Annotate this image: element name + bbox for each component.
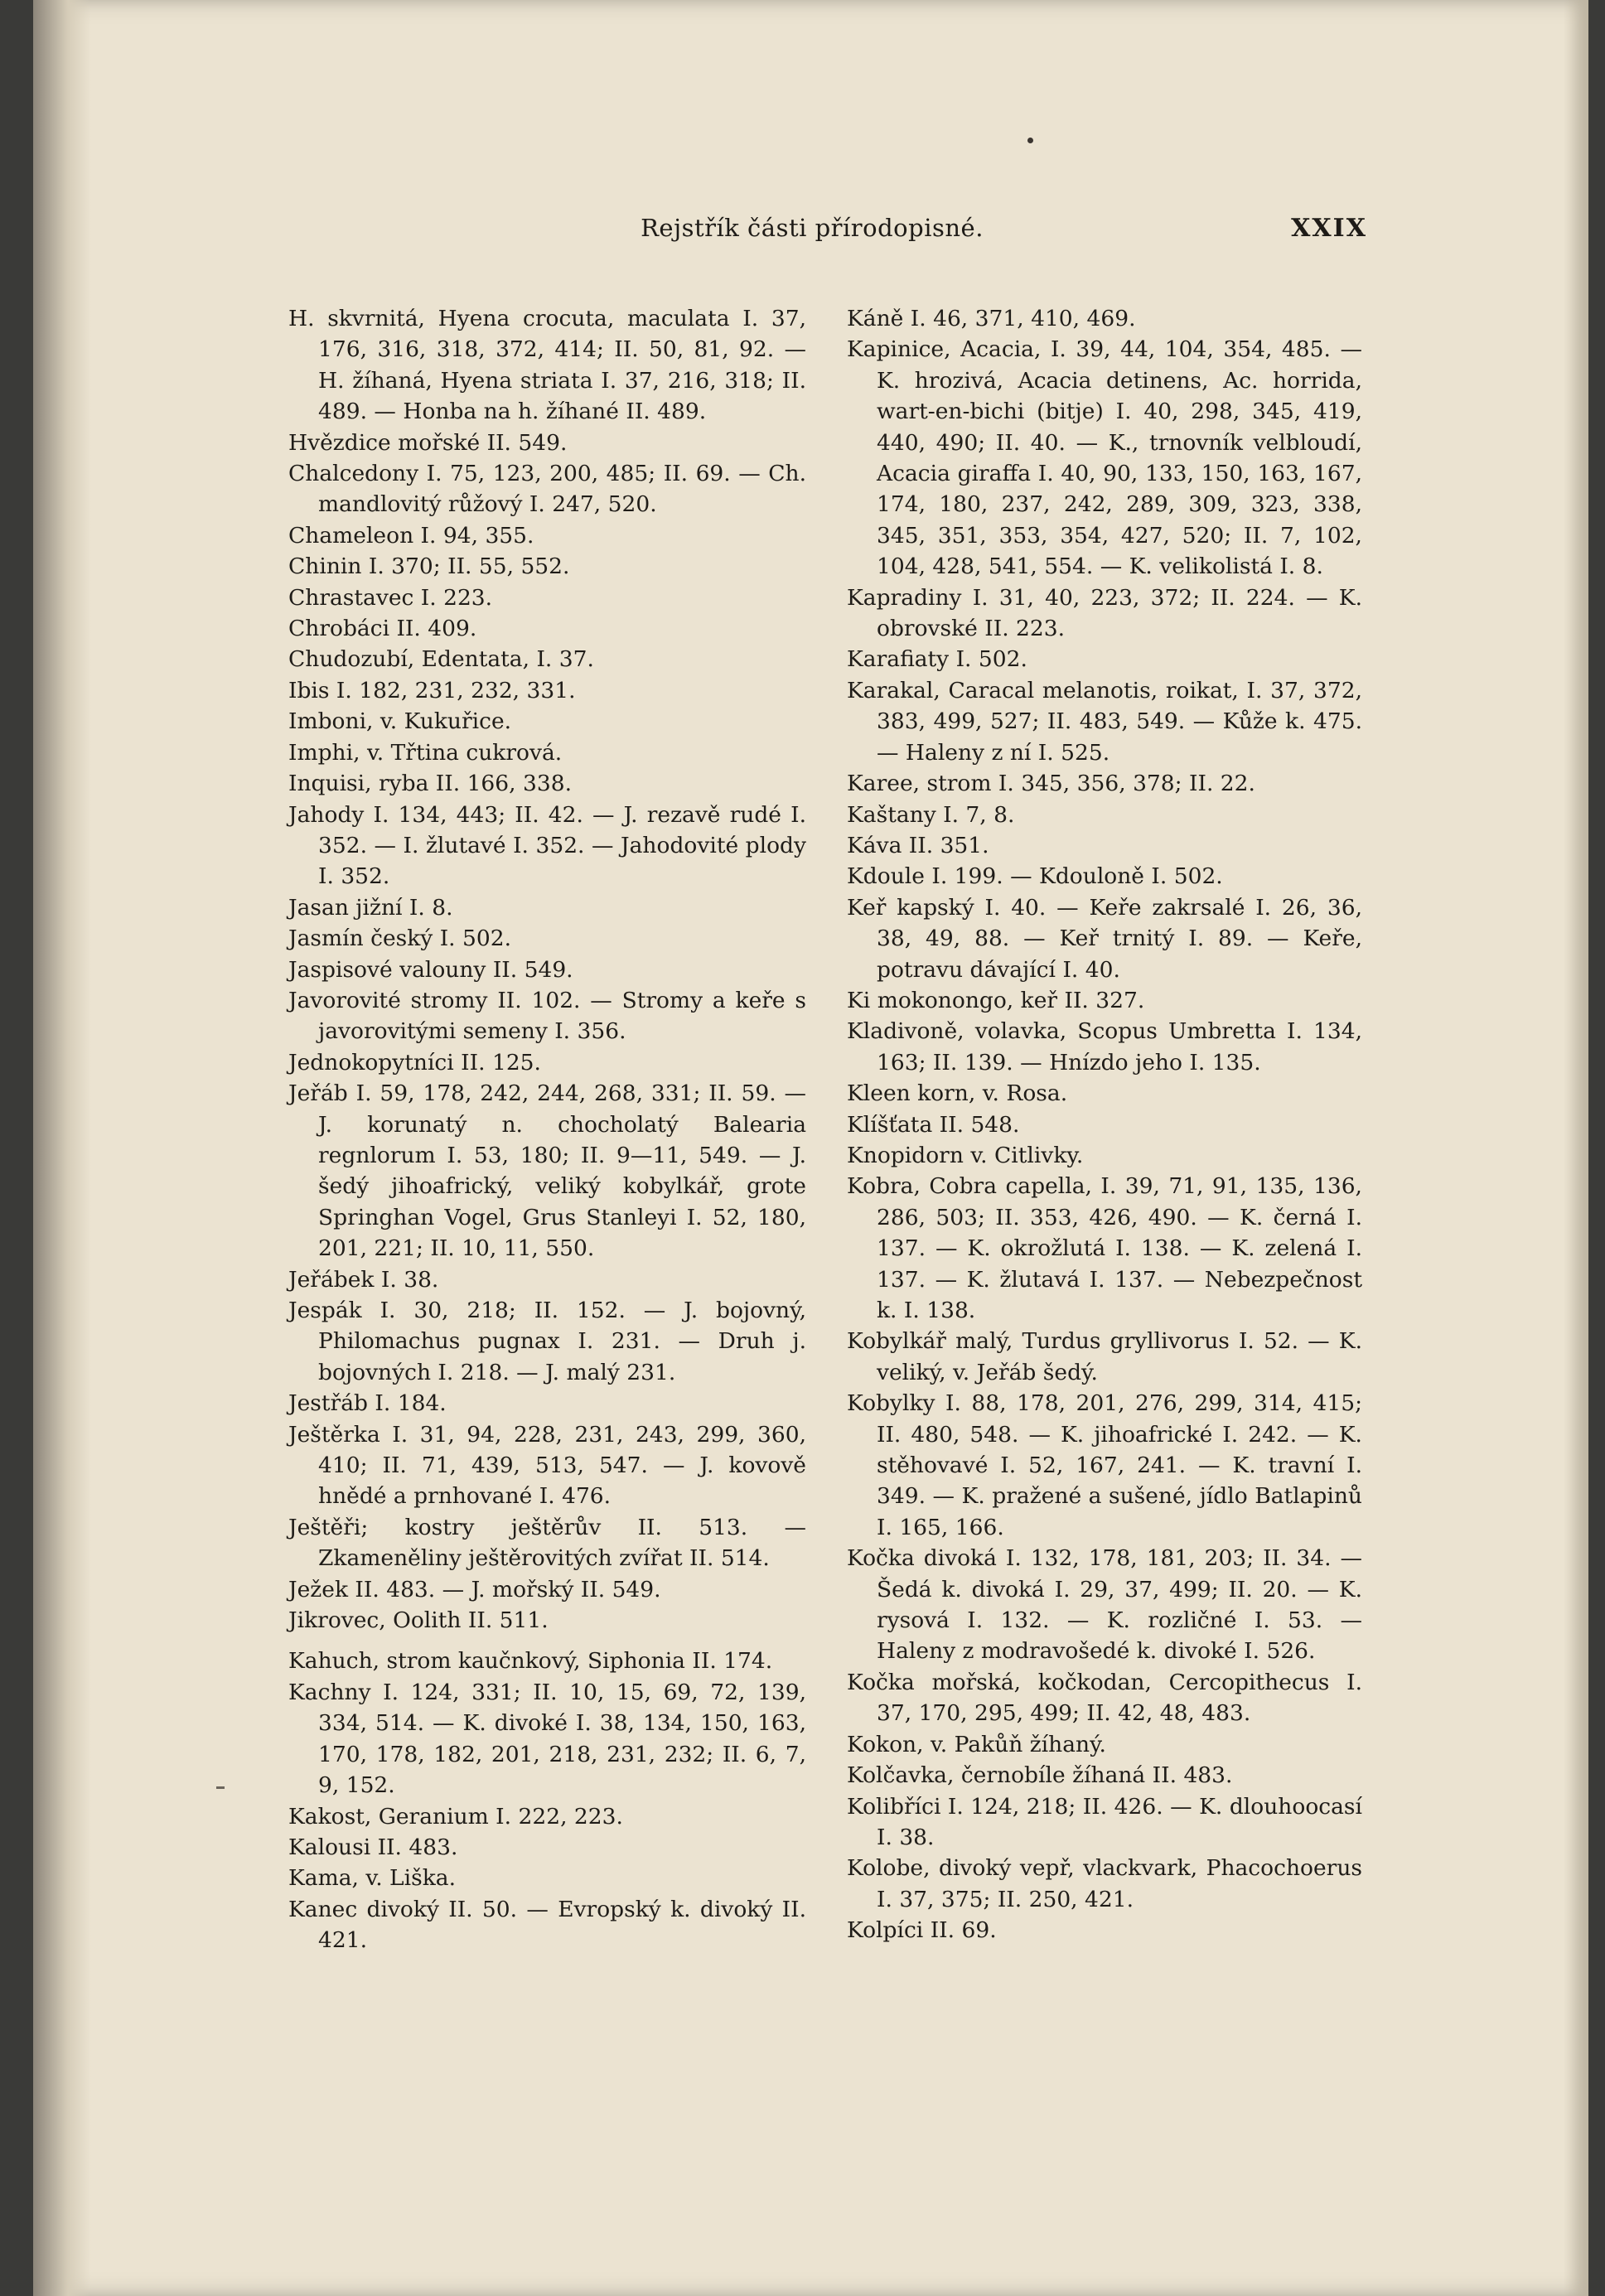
index-entry: Javorovité stromy II. 102. — Stromy a keře s javorovitými semeny I. 356. (288, 987, 806, 1045)
index-entry: Kolobe, divoký vepř, vlackvark, Phacochoerus I. 37, 375; II. 250, 421. (847, 1855, 1362, 1912)
index-column-right (847, 303, 1362, 1946)
index-entry: Chinin I. 370; II. 55, 552. (288, 553, 570, 580)
index-entry: Ještěři; kostry ještěrův II. 513. — Zkameněliny ještěrovitých zvířat II. 514. (288, 1514, 806, 1572)
ink-speck (1027, 138, 1033, 143)
index-entry: Hvězdice mořské II. 549. (288, 429, 568, 456)
index-entry: Ještěrka I. 31, 94, 228, 231, 243, 299, 360, 410; II. 71, 439, 513, 547. — J. kovově hnědé a prnhované I. 476. (288, 1421, 806, 1510)
index-entry: Knopidorn v. Citlivky. (847, 1142, 1084, 1168)
index-entry: Jeřábek I. 38. (288, 1266, 439, 1293)
index-entry: Jestřáb I. 184. (288, 1390, 447, 1417)
index-entry: Ibis I. 182, 231, 232, 331. (288, 677, 576, 703)
index-entry: Klíšťata II. 548. (847, 1111, 1020, 1138)
running-header (257, 214, 1367, 247)
index-entry: Jednokopytníci II. 125. (288, 1049, 541, 1075)
index-entry: Karakal, Caracal melanotis, roikat, I. 37, 372, 383, 499, 527; II. 483, 549. — Kůže k. 475. — Haleny z ní I. 525. (847, 677, 1362, 766)
index-entry: Kaštany I. 7, 8. (847, 801, 1015, 828)
index-entry: Chrastavec I. 223. (288, 584, 493, 611)
index-entry: Kama, v. Liška. (288, 1865, 456, 1892)
page-number: XXIX (1291, 214, 1367, 243)
index-entry: Jasmín český I. 502. (288, 926, 512, 952)
index-entry: Keř kapský I. 40. — Keře zakrsalé I. 26, 36, 38, 49, 88. — Keř trnitý I. 89. — Keře, potravu dávající I. 40. (847, 894, 1362, 983)
index-entry: Kakost, Geranium I. 222, 223. (288, 1803, 623, 1830)
index-entry: H. skvrnitá, Hyena crocuta, maculata I. 37, 176, 316, 318, 372, 414; II. 50, 81, 92. — H. žíhaná, Hyena striata I. 37, 216, 318; II. 489. — Honba na h. žíhané II. 489. (288, 306, 806, 425)
index-entry: Kobylkář malý, Turdus gryllivorus I. 52. — K. veliký, v. Jeřáb šedý. (847, 1328, 1362, 1385)
index-entry: Kdoule I. 199. — Kdouloně I. 502. (847, 863, 1223, 890)
index-entry: Jespák I. 30, 218; II. 152. — J. bojovný, Philomachus pugnax I. 231. — Druh j. bojovných I. 218. — J. malý 231. (288, 1298, 806, 1385)
index-entry: Kolibříci I. 124, 218; II. 426. — K. dlouhoocasí I. 38. (847, 1793, 1362, 1850)
index-entry: Kleen korn, v. Rosa. (847, 1080, 1068, 1107)
index-entry: Imboni, v. Kukuřice. (288, 708, 512, 735)
index-entry: Ki mokonongo, keř II. 327. (847, 987, 1145, 1013)
index-entry: Kahuch, strom kaučnkový, Siphonia II. 174. (288, 1648, 773, 1675)
index-entry: Kachny I. 124, 331; II. 10, 15, 69, 72, 139, 334, 514. — K. divoké I. 38, 134, 150, 163, 170, 178, 182, 201, 218, 231, 232; II. 6, 7, 9, 152. (288, 1679, 806, 1799)
index-entry: Kobra, Cobra capella, I. 39, 71, 91, 135, 136, 286, 503; II. 353, 426, 490. — K. černá I. 137. — K. okrožlutá I. 138. — K. zelená I. 137. — K. žlutavá I. 137. — Nebezpečnost k. I. 138. (847, 1173, 1362, 1323)
index-entry: Chudozubí, Edentata, I. 37. (288, 646, 594, 673)
index-entry: Jasan jižní I. 8. (288, 894, 453, 921)
index-entry: Kolpíci II. 69. (847, 1917, 997, 1944)
index-entry: Kolčavka, černobíle žíhaná II. 483. (847, 1762, 1233, 1789)
index-entry: Jahody I. 134, 443; II. 42. — J. rezavě rudé I. 352. — I. žlutavé I. 352. — Jahodovité plody I. 352. (288, 801, 806, 890)
index-entry: Chameleon I. 94, 355. (288, 522, 534, 549)
index-entry: Karee, strom I. 345, 356, 378; II. 22. (847, 771, 1255, 797)
index-entry: Jaspisové valouny II. 549. (288, 956, 573, 983)
index-entry: Kočka mořská, kočkodan, Cercopithecus I. 37, 170, 295, 499; II. 42, 48, 483. (847, 1669, 1362, 1727)
index-entry: Inquisi, ryba II. 166, 338. (288, 771, 573, 797)
index-entry: Kočka divoká I. 132, 178, 181, 203; II. 34. — Šedá k. divoká I. 29, 37, 499; II. 20. — K. rysová I. 132. — K. rozličné I. 53. — Haleny z modravošedé k. divoké I. 526. (847, 1545, 1362, 1665)
index-entry: Chalcedony I. 75, 123, 200, 485; II. 69. — Ch. mandlovitý růžový I. 247, 520. (288, 461, 806, 518)
index-entry: Chrobáci II. 409. (288, 616, 477, 642)
index-column-left (288, 303, 806, 1956)
index-entry: Káva II. 351. (847, 832, 989, 858)
index-entry: Kanec divoký II. 50. — Evropský k. divoký II. 421. (288, 1896, 806, 1954)
index-entry: Jeřáb I. 59, 178, 242, 244, 268, 331; II. 59. — J. korunatý n. chocholatý Balearia regnlorum I. 53, 180; II. 9—11, 549. — J. šedý jihoafrický, veliký kobylkář, grote Springhan Vogel, Grus Stanleyi I. 52, 180, 201, 221; II. 10, 11, 550. (288, 1080, 806, 1262)
index-entry: Imphi, v. Třtina cukrová. (288, 739, 563, 766)
binding-gutter (33, 0, 91, 2296)
index-entry: Kalousi II. 483. (288, 1834, 458, 1860)
index-entry: Jikrovec, Oolith II. 511. (288, 1607, 549, 1634)
margin-mark (216, 1786, 225, 1789)
index-entry: Kobylky I. 88, 178, 201, 276, 299, 314, 415; II. 480, 548. — K. jihoafrické I. 242. — K. stěhovavé I. 52, 167, 241. — K. travní I. 349. — K. pražené a sušené, jídlo Batlapinů I. 165, 166. (847, 1390, 1362, 1540)
book-page (33, 0, 1588, 2296)
page-edge (1564, 0, 1588, 2296)
index-entry: Ježek II. 483. — J. mořský II. 549. (288, 1576, 661, 1602)
index-entry: Kapinice, Acacia, I. 39, 44, 104, 354, 485. — K. hrozivá, Acacia detinens, Ac. horrida, wart-en-bichi (bitje) I. 40, 298, 345, 419, 440, 490; II. 40. — K., trnovník velbloudí, Acacia giraffa I. 40, 90, 133, 150, 163, 167, 174, 180, 237, 242, 289, 309, 323, 338, 345, 351, 353, 354, 427, 520; II. 7, 102, 104, 428, 541, 554. — K. velikolistá I. 8. (847, 336, 1362, 580)
index-entry: Káně I. 46, 371, 410, 469. (847, 306, 1136, 331)
index-entry: Kokon, v. Pakůň žíhaný. (847, 1731, 1106, 1757)
header-title: Rejstřík části přírodopisné. (641, 214, 984, 242)
index-entry: Kladivoně, volavka, Scopus Umbretta I. 134, 163; II. 139. — Hnízdo jeho I. 135. (847, 1018, 1362, 1075)
index-entry: Karafiaty I. 502. (847, 646, 1027, 673)
index-entry: Kapradiny I. 31, 40, 223, 372; II. 224. — K. obrovské II. 223. (847, 584, 1362, 642)
